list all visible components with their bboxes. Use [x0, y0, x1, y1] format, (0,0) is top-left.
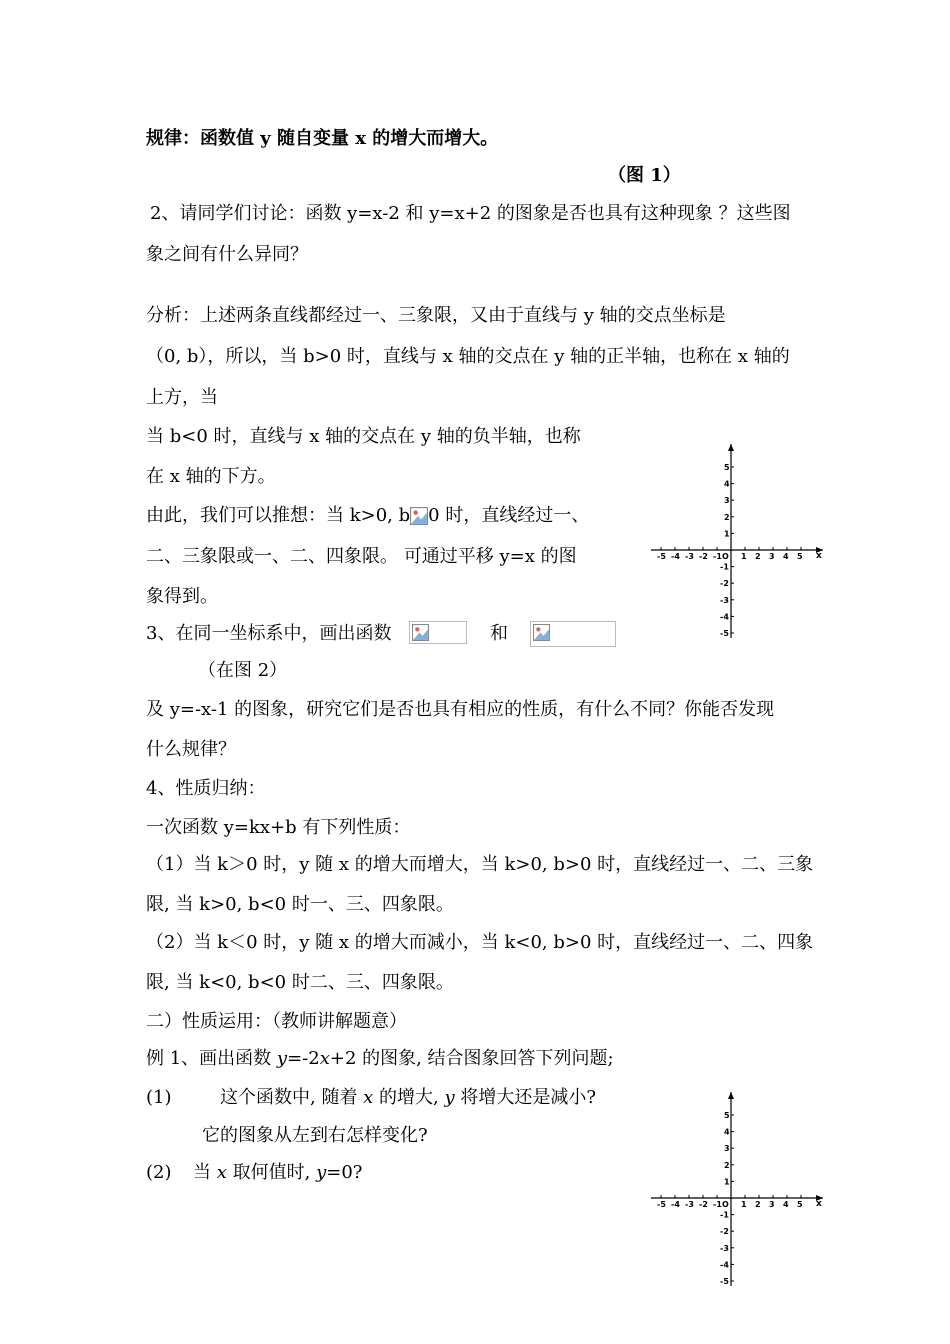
- inference-line-3: 象得到。: [146, 586, 218, 607]
- item-2-x: x: [216, 1162, 227, 1183]
- rule-text: 规律：函数值 y 随自变量 x 的增大而增大。: [146, 128, 499, 149]
- inference-line-1: [146, 504, 589, 528]
- example-1-pre: 例 1、画出函数: [146, 1048, 277, 1069]
- figure-1-caption: （图 1）: [608, 165, 681, 186]
- y-tick-label: 1: [724, 1177, 730, 1187]
- y-tick-label: -4: [720, 1260, 729, 1270]
- x-tick-label: 1: [741, 1200, 747, 1209]
- property-2-line-2: 限, 当 k<0, b<0 时二、三、四象限。: [146, 972, 454, 993]
- y-tick-label: -2: [720, 1227, 729, 1237]
- question-4-heading: 4、性质归纳：: [146, 778, 266, 799]
- example-1-item-1-number: (1): [146, 1087, 172, 1108]
- item-2-y: y: [316, 1162, 327, 1183]
- example-1-prompt: [146, 1047, 614, 1071]
- property-2-line-1: （2）当 k＜0 时，y 随 x 的增大而减小，当 k<0, b>0 时，直线经过一、二、四象: [146, 932, 814, 953]
- question-2-line-1: 2、请同学们讨论：函数 y=x-2 和 y=x+2 的图象是否也具有这种现象 ？这些图: [150, 203, 791, 224]
- inference-text-a: 由此，我们可以推想：当 k>0, b: [146, 505, 411, 526]
- analysis-line-2: （0, b），所以，当 b>0 时，直线与 x 轴的交点在 y 轴的正半轴，也称在 x 轴的: [146, 346, 790, 367]
- coordinate-axes-1: [645, 440, 835, 640]
- analysis-line-5: 在 x 轴的下方。: [146, 466, 276, 487]
- x-axis-label: x: [816, 551, 822, 561]
- y-tick-label: 3: [724, 1144, 730, 1154]
- x-tick-label: -4: [671, 552, 680, 561]
- y-tick-label: 2: [724, 512, 730, 522]
- x-tick-label: 3: [769, 552, 775, 561]
- item-2-a: 当: [193, 1162, 217, 1183]
- question-3-text: 3、在同一坐标系中，画出函数: [146, 623, 392, 644]
- x-tick-label: 2: [755, 552, 761, 561]
- example-1-item-1: [220, 1086, 596, 1110]
- item-1-b: 的增大,: [373, 1087, 445, 1108]
- x-tick-label: -1: [713, 552, 722, 561]
- y-tick-label: -3: [720, 1243, 729, 1253]
- x-tick-label: O: [722, 552, 729, 561]
- item-2-c: =0?: [326, 1162, 363, 1183]
- item-1-x: x: [363, 1087, 374, 1108]
- y-tick-label: 5: [724, 1111, 730, 1120]
- y-tick-label: 2: [724, 1160, 730, 1170]
- analysis-line-4: 当 b<0 时，直线与 x 轴的交点在 y 轴的负半轴，也称: [146, 426, 581, 447]
- coordinate-axes-2: [645, 1088, 835, 1288]
- y-tick-label: 3: [724, 496, 730, 506]
- question-3-line-1: [146, 622, 391, 646]
- section-2-heading: 二）性质运用：（教师讲解题意）: [146, 1011, 407, 1032]
- property-1-line-1: （1）当 k＞0 时，y 随 x 的增大而增大，当 k>0, b>0 时，直线经过一、二、三象: [146, 854, 814, 875]
- x-tick-label: -1: [713, 1200, 722, 1209]
- x-tick-label: -5: [657, 1200, 666, 1209]
- broken-image-icon: [412, 624, 429, 641]
- analysis-line-3: 上方，当: [146, 387, 218, 408]
- question-2-line-2: 象之间有什么异同？: [146, 244, 308, 265]
- item-1-c: 将增大还是减小?: [454, 1087, 597, 1108]
- x-tick-label: -3: [685, 1200, 694, 1209]
- property-1-line-2: 限, 当 k>0, b<0 时一、三、四象限。: [146, 894, 454, 915]
- x-tick-label: -2: [699, 552, 708, 561]
- example-1-item-2: [193, 1161, 362, 1185]
- inference-text-b: 0 时，直线经过一、: [428, 505, 590, 526]
- example-1-eq: =-2: [287, 1048, 320, 1069]
- example-1-item-1-line-2: 它的图象从左到右怎样变化?: [202, 1125, 428, 1146]
- y-tick-label: -3: [720, 595, 729, 605]
- y-tick-label: 4: [724, 1127, 730, 1137]
- x-axis-label: x: [816, 1199, 822, 1209]
- broken-image-icon: [410, 507, 428, 525]
- x-tick-label: 1: [741, 552, 747, 561]
- x-tick-label: -5: [657, 552, 666, 561]
- function-image-1: [409, 621, 467, 644]
- y-tick-label: -2: [720, 579, 729, 589]
- question-3-line-2: 及 y=-x-1 的图象，研究它们是否也具有相应的性质，有什么不同？你能否发现: [146, 699, 775, 720]
- example-1-post: +2 的图象, 结合图象回答下列问题;: [329, 1048, 614, 1069]
- y-tick-label: -5: [720, 629, 729, 638]
- broken-image-inline: [410, 507, 428, 525]
- x-tick-label: -3: [685, 552, 694, 561]
- y-tick-label: -1: [720, 562, 729, 572]
- item-2-b: 取何值时,: [226, 1162, 317, 1183]
- properties-intro: 一次函数 y=kx+b 有下列性质：: [146, 817, 411, 838]
- x-tick-label: 5: [797, 552, 803, 561]
- y-axis-arrow: [728, 444, 734, 451]
- x-tick-label: O: [722, 1200, 729, 1209]
- example-1-x: x: [319, 1048, 330, 1069]
- y-tick-label: -4: [720, 612, 729, 622]
- question-3-figure-note: （在图 2）: [198, 660, 288, 681]
- x-tick-label: -2: [699, 1200, 708, 1209]
- y-tick-label: 5: [724, 463, 730, 472]
- broken-image-icon: [533, 624, 550, 641]
- y-tick-label: -1: [720, 1210, 729, 1220]
- inference-line-2: 二、三象限或一、二、四象限。 可通过平移 y=x 的图: [146, 546, 577, 567]
- y-axis-arrow: [728, 1092, 734, 1099]
- x-tick-label: 5: [797, 1200, 803, 1209]
- question-3-and: 和: [490, 623, 508, 644]
- example-1-y: y: [276, 1048, 288, 1069]
- x-tick-label: 4: [783, 552, 789, 561]
- y-tick-label: -5: [720, 1277, 729, 1286]
- x-tick-label: 2: [755, 1200, 761, 1209]
- x-tick-label: 3: [769, 1200, 775, 1209]
- y-tick-label: 1: [724, 529, 730, 539]
- question-3-line-3: 什么规律？: [146, 739, 236, 760]
- function-image-2: [530, 621, 616, 647]
- x-tick-label: -4: [671, 1200, 680, 1209]
- item-1-y: y: [444, 1087, 455, 1108]
- example-1-item-2-number: (2): [146, 1162, 172, 1183]
- x-tick-label: 4: [783, 1200, 789, 1209]
- y-tick-label: 4: [724, 479, 730, 489]
- analysis-line-1: 分析：上述两条直线都经过一、三象限，又由于直线与 y 轴的交点坐标是: [146, 305, 726, 326]
- item-1-a: 这个函数中, 随着: [220, 1087, 364, 1108]
